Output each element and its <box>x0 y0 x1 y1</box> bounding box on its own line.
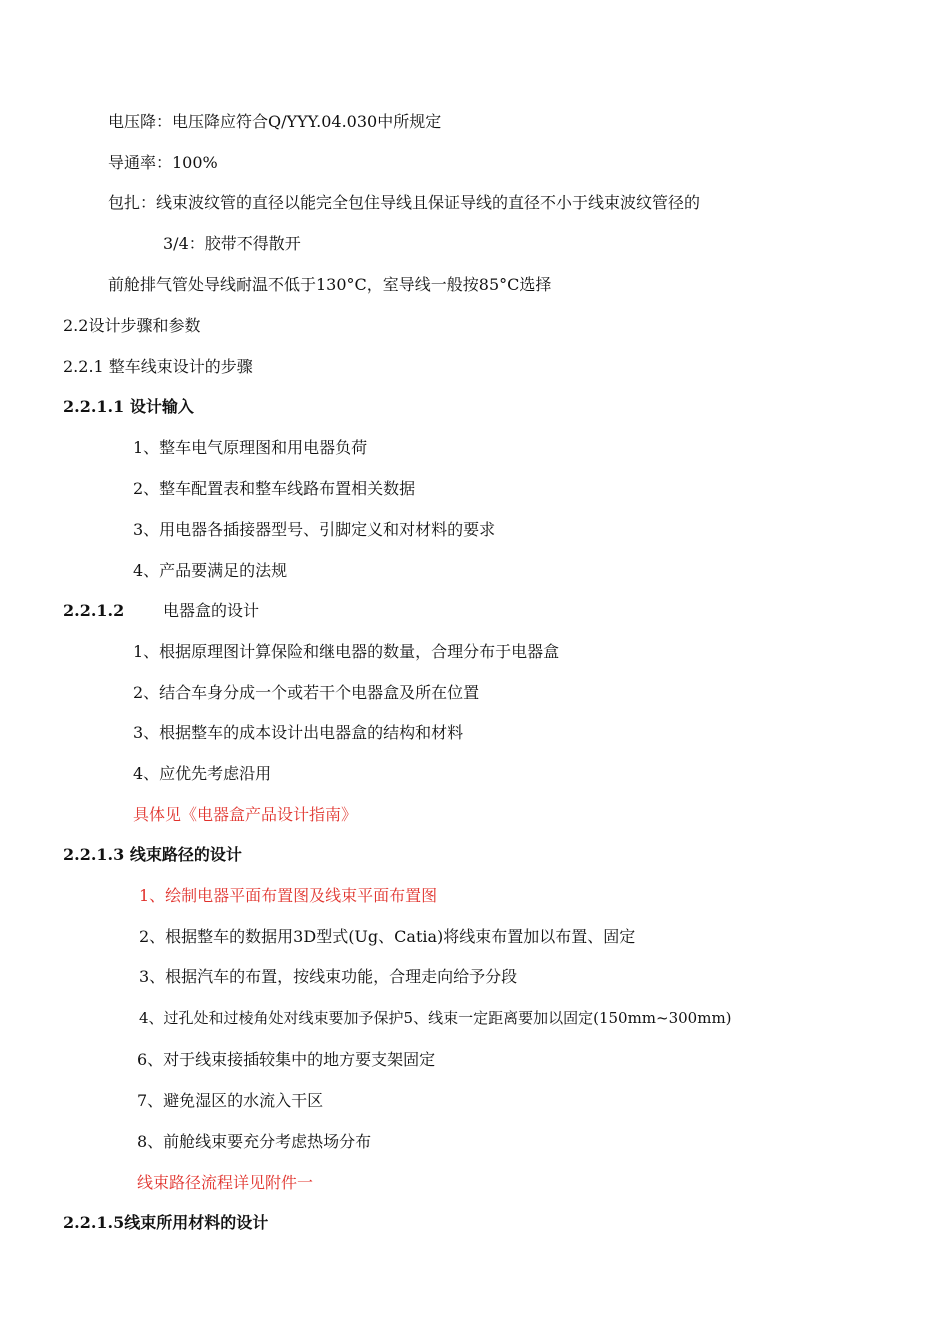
section-heading-2-2-1-1: 2.2.1.1 设计输入 <box>63 397 194 416</box>
list-item: 1、根据原理图计算保险和继电器的数量，合理分布于电器盒 <box>133 642 560 661</box>
list-item: 3、根据整车的成本设计出电器盒的结构和材料 <box>133 723 464 742</box>
wrapping-continuation-line: 3/4：胶带不得散开 <box>163 234 301 253</box>
list-item: 2、结合车身分成一个或若干个电器盒及所在位置 <box>133 683 480 702</box>
list-item: 1、整车电气原理图和用电器负荷 <box>133 438 368 457</box>
reference-note: 具体见《电器盒产品设计指南》 <box>133 805 358 824</box>
section-number-2-2-1-2: 2.2.1.2 <box>63 601 125 620</box>
list-item: 3、根据汽车的布置，按线束功能，合理走向给予分段 <box>139 967 518 986</box>
section-heading-2-2: 2.2设计步骤和参数 <box>63 316 201 335</box>
list-item: 4、过孔处和过棱角处对线束要加予保护5、线束一定距离要加以固定(150mm~300mm) <box>139 1009 732 1027</box>
list-item: 6、对于线束接插较集中的地方要支架固定 <box>137 1050 436 1069</box>
section-title-2-2-1-2: 电器盒的设计 <box>163 601 260 620</box>
list-item: 4、产品要满足的法规 <box>133 561 288 580</box>
list-item: 8、前舱线束要充分考虑热场分布 <box>137 1132 372 1151</box>
list-item: 2、整车配置表和整车线路布置相关数据 <box>133 479 416 498</box>
list-item-highlight: 1、绘制电器平面布置图及线束平面布置图 <box>139 886 438 905</box>
conduction-rate-line: 导通率：100% <box>108 153 218 172</box>
section-heading-2-2-1-5: 2.2.1.5线束所用材料的设计 <box>63 1213 269 1232</box>
list-item: 2、根据整车的数据用3D型式(Ug、Catia)将线束布置加以布置、固定 <box>139 927 636 946</box>
section-heading-2-2-1-3: 2.2.1.3 线束路径的设计 <box>63 845 242 864</box>
temperature-line: 前舱排气管处导线耐温不低于130°C，室导线一般按85°C选择 <box>108 275 552 294</box>
wrapping-line: 包扎：线束波纹管的直径以能完全包住导线且保证导线的直径不小于线束波纹管径的 <box>108 193 701 212</box>
reference-note: 线束路径流程详见附件一 <box>137 1173 314 1192</box>
section-heading-2-2-1: 2.2.1 整车线束设计的步骤 <box>63 357 253 376</box>
list-item: 3、用电器各插接器型号、引脚定义和对材料的要求 <box>133 520 496 539</box>
list-item: 4、应优先考虑沿用 <box>133 764 272 783</box>
voltage-drop-line: 电压降：电压降应符合Q/YYY.04.030中所规定 <box>108 112 442 131</box>
list-item: 7、避免湿区的水流入干区 <box>137 1091 324 1110</box>
